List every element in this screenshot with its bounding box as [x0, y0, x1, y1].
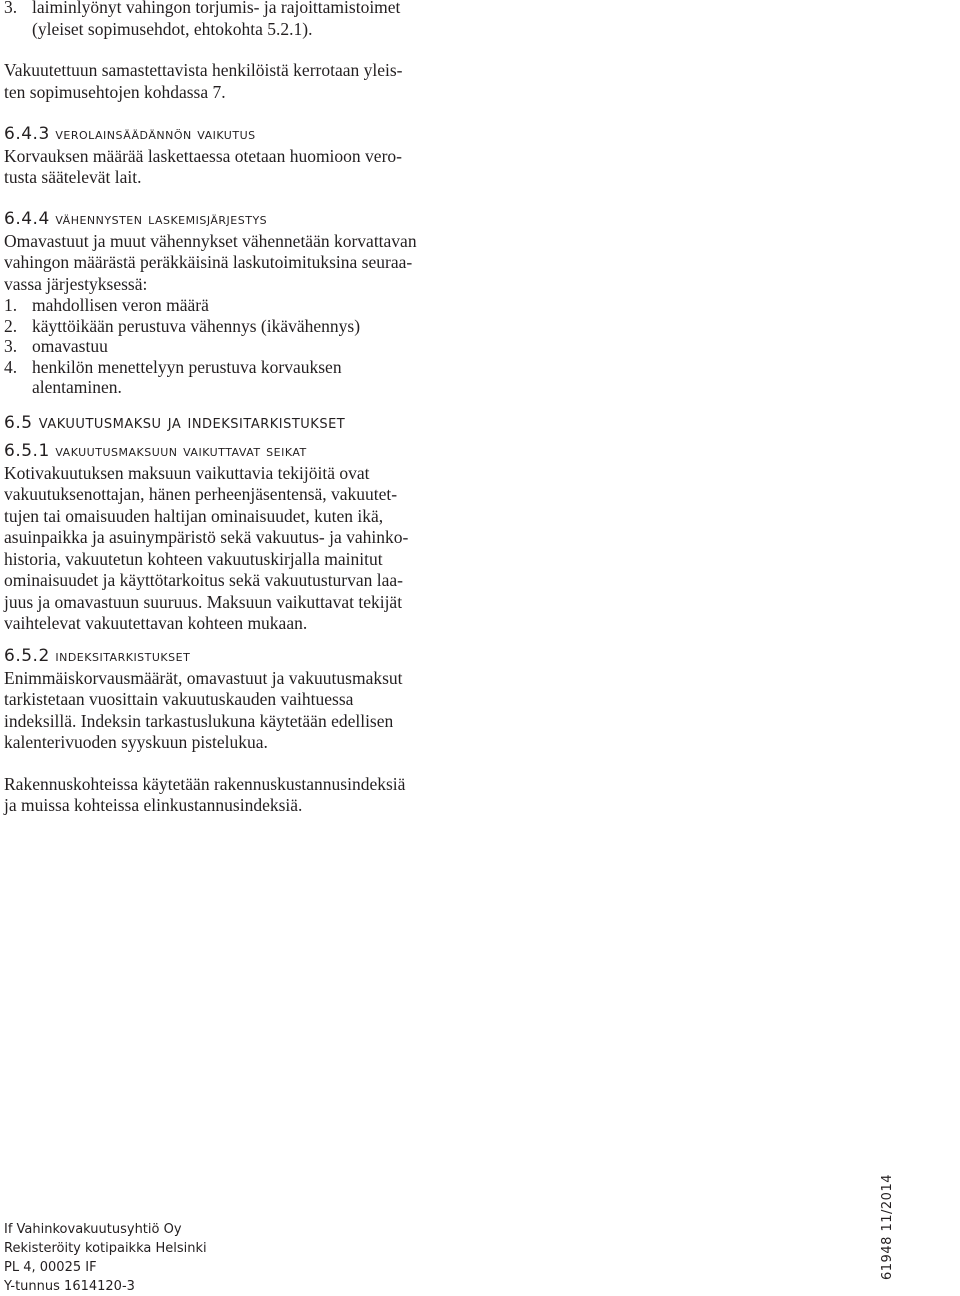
section-heading	[4, 645, 444, 668]
text-line: vakuutuksenottajan, hänen perheenjäsentensä, vakuutet-	[4, 484, 398, 504]
list-text: käyttöikään perustuva vähennys (ikävähennys)	[32, 315, 361, 336]
intro-paragraph	[4, 60, 444, 103]
section-heading	[4, 440, 444, 463]
text-line: Korvauksen määrää laskettaessa otetaan huomioon vero-	[4, 145, 402, 166]
text-line: Enimmäiskorvausmäärät, omavastuut ja vakuutusmaksut	[4, 667, 403, 688]
list-item	[4, 336, 444, 357]
section-title: vakuutusmaksuun vaikuttavat seikat	[55, 441, 307, 460]
list-number: 4.	[4, 356, 18, 377]
section-body-2	[4, 774, 444, 817]
section-number: 6.5.1	[4, 441, 50, 461]
section-number: 6.5.2	[4, 646, 50, 666]
footer-line: Y-tunnus 1614120-3	[4, 1279, 135, 1294]
section-heading	[4, 412, 444, 435]
section-body	[4, 146, 444, 189]
list-text: mahdollisen veron määrä	[32, 295, 209, 315]
text-line: ten sopimusehtojen kohdassa 7.	[4, 81, 226, 102]
text-line: tujen tai omaisuuden haltijan ominaisuudet, kuten ikä,	[4, 505, 384, 526]
list-item	[4, 19, 444, 41]
list-number: 2.	[4, 315, 18, 336]
text-line: Rakennuskohteissa käytetään rakennuskustannusindeksiä	[4, 773, 406, 794]
list-number: 3.	[4, 336, 18, 356]
section-6-5-1	[4, 440, 444, 635]
section-6-4-4	[4, 208, 444, 398]
document-code: 61948 11/2014	[880, 1174, 895, 1280]
section-body	[4, 463, 444, 635]
section-6-5	[4, 412, 444, 435]
section-6-4-3	[4, 123, 444, 189]
list-text: alentaminen.	[32, 377, 122, 397]
list-item	[4, 295, 444, 316]
text-line: Vakuutettuun samastettavista henkilöistä kerrotaan yleis-	[4, 60, 403, 80]
section-number: 6.4.3	[4, 124, 50, 144]
footer-line: PL 4, 00025 IF	[4, 1260, 97, 1275]
text-line: juus ja omavastuun suuruus. Maksuun vaikuttavat tekijät	[4, 591, 403, 612]
section-title: indeksitarkistukset	[55, 646, 191, 665]
section-heading	[4, 123, 444, 146]
text-line: Omavastuut ja muut vähennykset vähennetään korvattavan	[4, 230, 417, 251]
list-item	[4, 0, 444, 19]
text-line: vaihtelevat vakuutettavan kohteen mukaan.	[4, 613, 308, 633]
section-title: verolainsäädännön vaikutus	[55, 124, 256, 143]
text-line: ominaisuudet ja käyttötarkoitus sekä vakuutusturvan laa-	[4, 570, 403, 590]
list-text: laiminlyönyt vahingon torjumis- ja rajoittamistoimet	[32, 0, 401, 17]
footer-line: Rekisteröity kotipaikka Helsinki	[4, 1241, 207, 1256]
section-6-5-2	[4, 645, 444, 817]
list-text: omavastuu	[32, 336, 108, 356]
section-body	[4, 231, 444, 296]
list-text: henkilön menettelyyn perustuva korvauksen	[32, 356, 342, 377]
list-number: 3.	[4, 0, 18, 17]
section-body	[4, 668, 444, 754]
company-footer	[4, 1220, 207, 1296]
list-item	[4, 377, 444, 398]
section-number: 6.5	[4, 413, 33, 433]
text-line: asuinpaikka ja asuinympäristö sekä vakuutus- ja vahinko-	[4, 527, 409, 547]
intro-list	[4, 0, 444, 40]
list-item	[4, 316, 444, 337]
footer-line: If Vahinkovakuutusyhtiö Oy	[4, 1222, 182, 1237]
section-heading	[4, 208, 444, 231]
section-title: vähennysten laskemisjärjestys	[55, 209, 268, 228]
text-line: ja muissa kohteissa elinkustannusindeksiä.	[4, 795, 303, 815]
text-line: vassa järjestyksessä:	[4, 273, 148, 294]
section-number: 6.4.4	[4, 209, 50, 229]
text-line: historia, vakuutetun kohteen vakuutuskirjalla mainitut	[4, 548, 383, 569]
list-number: 1.	[4, 295, 18, 315]
text-line: tusta säätelevät lait.	[4, 167, 142, 187]
section-title: vakuutusmaksu ja indeksitarkistukset	[38, 412, 346, 433]
list-item	[4, 357, 444, 378]
text-line: kalenterivuoden syyskuun pistelukua.	[4, 732, 268, 752]
list-text: (yleiset sopimusehdot, ehtokohta 5.2.1).	[32, 18, 313, 39]
text-line: tarkistetaan vuosittain vakuutuskauden vaihtuessa	[4, 689, 354, 709]
deduction-order-list	[4, 295, 444, 398]
text-line: vahingon määrästä peräkkäisinä laskutoimituksina seuraa-	[4, 252, 413, 272]
text-line: Kotivakuutuksen maksuun vaikuttavia tekijöitä ovat	[4, 462, 370, 483]
text-line: indeksillä. Indeksin tarkastuslukuna käytetään edellisen	[4, 710, 394, 731]
